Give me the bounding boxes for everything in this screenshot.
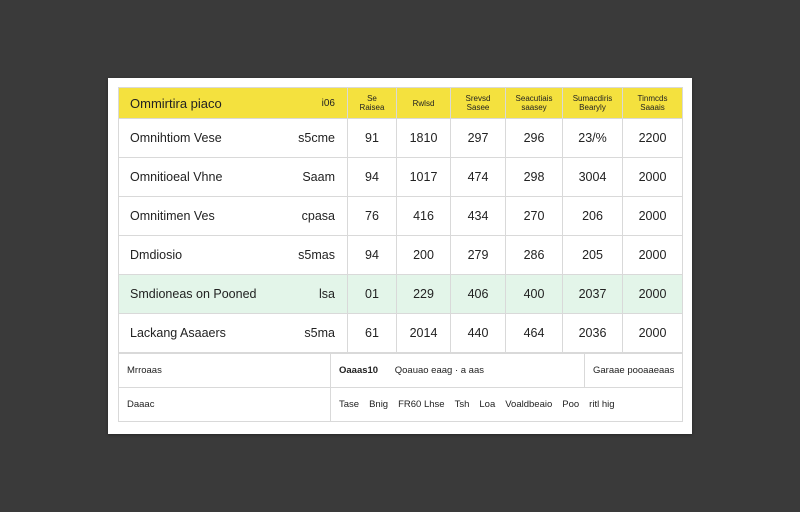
row-value: 2000 bbox=[623, 314, 683, 353]
row-value: 2014 bbox=[397, 314, 451, 353]
table-row bbox=[119, 158, 683, 197]
row-value: 206 bbox=[563, 197, 623, 236]
detail-value: FR60 Lhse bbox=[398, 399, 445, 410]
row-value: 61 bbox=[348, 314, 397, 353]
detail-value: ritl hig bbox=[589, 399, 615, 410]
row-value: 01 bbox=[348, 275, 397, 314]
row-value: 94 bbox=[348, 236, 397, 275]
row-value: 474 bbox=[451, 158, 506, 197]
row-value: 2000 bbox=[623, 197, 683, 236]
header-code: i06 bbox=[295, 88, 348, 119]
row-value: 229 bbox=[397, 275, 451, 314]
header-title: Ommirtira piaco bbox=[119, 88, 295, 119]
row-value: 3004 bbox=[563, 158, 623, 197]
row-value: 91 bbox=[348, 119, 397, 158]
header-col-1: Se Raisea bbox=[348, 88, 397, 119]
results-table bbox=[118, 87, 683, 353]
row-value: 296 bbox=[506, 119, 563, 158]
header-row bbox=[119, 88, 683, 119]
row-value: 270 bbox=[506, 197, 563, 236]
row-value: 406 bbox=[451, 275, 506, 314]
summary-text: Qoauao eaag · a aas bbox=[394, 365, 484, 376]
table-row bbox=[119, 236, 683, 275]
row-value: 2037 bbox=[563, 275, 623, 314]
header-col-3: Srevsd Sasee bbox=[451, 88, 506, 119]
row-value: 416 bbox=[397, 197, 451, 236]
row-value: 200 bbox=[397, 236, 451, 275]
detail-value: Tase bbox=[339, 399, 360, 410]
row-code: s5ma bbox=[295, 314, 348, 353]
header-col-5: Sumacdiris Bearyly bbox=[563, 88, 623, 119]
row-name: Lackang Asaaers bbox=[119, 314, 295, 353]
results-card bbox=[108, 78, 692, 434]
row-code: Saam bbox=[295, 158, 348, 197]
row-name: Omnitioeal Vhne bbox=[119, 158, 295, 197]
row-value: 205 bbox=[563, 236, 623, 275]
row-value: 2000 bbox=[623, 236, 683, 275]
table-row bbox=[119, 197, 683, 236]
summary-bold: Oaaas10 bbox=[339, 365, 379, 376]
row-code: cpasa bbox=[295, 197, 348, 236]
summary-row-2 bbox=[119, 388, 683, 422]
row-value: 464 bbox=[506, 314, 563, 353]
detail-value: Voaldbeaio bbox=[505, 399, 553, 410]
table-container bbox=[118, 87, 682, 422]
summary-table bbox=[118, 353, 683, 422]
row-name: Omnitimen Ves bbox=[119, 197, 295, 236]
row-value: 298 bbox=[506, 158, 563, 197]
row-value: 23/% bbox=[563, 119, 623, 158]
detail-label: Daaac bbox=[119, 388, 331, 422]
row-code: s5cme bbox=[295, 119, 348, 158]
summary-right: Garaae pooaaeaas bbox=[585, 354, 683, 388]
row-name: Dmdiosio bbox=[119, 236, 295, 275]
detail-value: Bnig bbox=[369, 399, 389, 410]
row-value: 1017 bbox=[397, 158, 451, 197]
row-value: 279 bbox=[451, 236, 506, 275]
detail-values bbox=[331, 388, 683, 422]
header-col-6: Tinmcds Saaais bbox=[623, 88, 683, 119]
row-value: 2200 bbox=[623, 119, 683, 158]
table-row bbox=[119, 314, 683, 353]
summary-row-1 bbox=[119, 354, 683, 388]
row-value: 286 bbox=[506, 236, 563, 275]
row-value: 1810 bbox=[397, 119, 451, 158]
summary-label: Mrroaas bbox=[119, 354, 331, 388]
row-value: 2036 bbox=[563, 314, 623, 353]
table-row bbox=[119, 275, 683, 314]
row-value: 434 bbox=[451, 197, 506, 236]
row-name: Smdioneas on Pooned bbox=[119, 275, 295, 314]
row-value: 94 bbox=[348, 158, 397, 197]
row-value: 2000 bbox=[623, 158, 683, 197]
header-col-4: Seacutiais saasey bbox=[506, 88, 563, 119]
row-value: 297 bbox=[451, 119, 506, 158]
detail-value: Tsh bbox=[454, 399, 470, 410]
row-value: 400 bbox=[506, 275, 563, 314]
summary-middle bbox=[331, 354, 585, 388]
row-name: Omnihtiom Vese bbox=[119, 119, 295, 158]
table-row bbox=[119, 119, 683, 158]
row-value: 2000 bbox=[623, 275, 683, 314]
row-code: lsa bbox=[295, 275, 348, 314]
detail-value: Poo bbox=[562, 399, 580, 410]
header-col-2: Rwlsd bbox=[397, 88, 451, 119]
detail-value: Loa bbox=[479, 399, 496, 410]
row-value: 76 bbox=[348, 197, 397, 236]
row-value: 440 bbox=[451, 314, 506, 353]
row-code: s5mas bbox=[295, 236, 348, 275]
